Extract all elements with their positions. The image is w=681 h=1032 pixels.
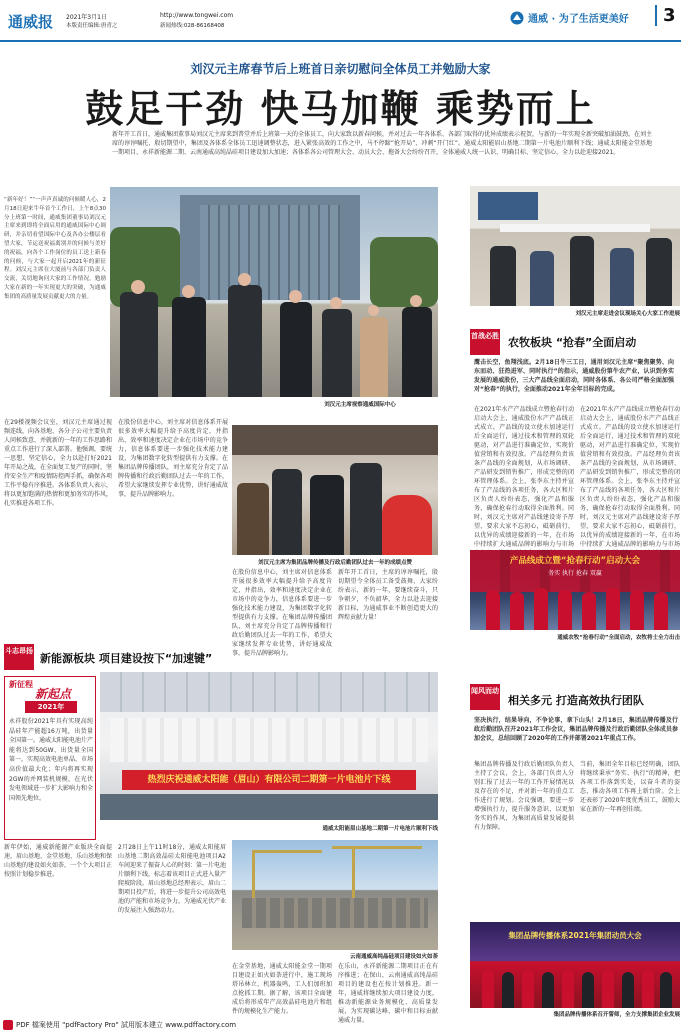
energy-photo-1-banner: 热烈庆祝通威太阳能（眉山）有限公司二期第一片电池片下线 [122,770,416,790]
admin-body-2: 当前，集团全年目标已经明确，团队将继续秉承“务实、执行”的精神，把各项工作落到实处，以奋斗者的姿态，推动各项工作再上新台阶。会上还表彰了2020年度优秀员工，鼓励大家在新的一年再创佳绩。 [580,761,680,813]
energy-body-4: 在乐山，永祥新能源二期项目正在有序推进；在保山，云南通威高纯晶硅项目的建设也在按计划推进。新一年，通威将继续加大项目建设力度，推动新能源业务规模化、高质量发展，为实现碳达峰、碳中和目标贡献通威力量。 [338,963,438,1024]
energy-photo-1-caption: 通威太阳能眉山基地二期第一片电池片顺利下线 [322,826,438,832]
energy-body-3: 在金堂基地，通威太阳能金堂一期项目建设正如火如荼进行中，施工现场塔吊林立、机器轰鸣，工人们加班加点抢抓工期。据了解，该项目全面建成后将形成年产高效晶硅电池片和组件的规模化生产能力。 [232,963,332,1015]
main-photo [110,187,438,397]
energy-photo-2 [232,840,438,950]
middle-left-body: 在29楼视频会议室，刘汉元主席通过视频连线，向各基地、各分子公司主要负责人问候致意，并就新的一年的工作思路和重点工作进行了深入部署。他强调，要统一思想、坚定信心，全力以赴打好2021年开局之战，在全面复工复产的同时，坚持安全生产和疫情防控两手抓，确保各项工作平稳有序推进。各体系负责人表示，将以更加饱满的热情和更加务实的作风，扎实推进各项工作。 [4,419,113,507]
energy-section-tag: 斗志昂扬 [4,644,34,670]
agri-section-tag: 首战必胜 [470,329,500,355]
meeting-photo-caption: 刘汉元主席为集团品牌传播及行政后勤团队过去一年的成绩点赞 [257,560,412,566]
brand-mark-icon [510,10,524,24]
energy-photo-2-caption: 云南通威高纯晶硅项目建设如火如荼 [349,954,438,960]
admin-section-title: 相关多元 打造高效执行团队 [508,694,644,707]
agri-intro: 鹰击长空，鱼翔浅底。2月18日牛三工日，通用刘汉元主席“聚焦聚势、向东而动、狂热进军、同时执行”的指示，通威股份第牛农产业，认识到务实发展的通威股份，三大产品线全面启动，同时各体系、各公司严格全面加强对“抢春”的执行，全面推动2021年全年目标的完成。 [474,359,674,393]
agri-photo-banner: 产品线成立暨“抢春行动”启动大会 [509,556,641,566]
footer-text[interactable]: PDF 檔案使用 "pdfFactory Pro" 試用版本建立 www.pdffactory.com [16,1021,237,1029]
middle-right-body-3: 新年开工首日，主席的谆谆嘱托，殷切期望令全体员工备受鼓舞，大家纷纷表示，新的一年，要继续奋斗，只争朝夕，不负韶华，全力以赴去迎接新目标，为通威事业不断创造更大的辉煌贡献力量！ [338,569,438,621]
top-right-photo [470,186,680,306]
badge-title: 新起点 [35,687,72,701]
middle-left-body-2: 在股份信息中心，刘主席对信息体系开展很多效率大幅提升给予高度肯定，并指出，效率和速度决定企业在市场中的竞争力，信息体系要进一步强化技术能力建设，为集团数字化转型提供有力支撑。在集团品牌传播团队，刘主席充分肯定了品牌传播和行政后勤团队过去一年的工作，希望大家继续发挥专业优势，讲好通威故事，提升品牌影响力。 [118,419,228,498]
lead-headline: 鼓足干劲 快马加鞭 乘势而上 [85,86,596,131]
admin-body-1: 集团品牌传播及行政后勤团队负责人主持了会议，会上，各部门负责人分别汇报了过去一年的工作开展情况以及存在的不足，并对新一年的重点工作进行了规划。会议强调，要进一步增强执行力，提升服务意识，以更加务实的作风，为集团高质量发展提供有力保障。 [474,761,574,831]
admin-photo [470,922,680,1008]
agri-photo-banner-sub: 务实 执行 抢春 双赢 [548,570,602,577]
badge-top: 新征程 [9,680,33,689]
badge-text: 永祥股份2021年具有实现高纯晶硅年产能超16万吨，出货量全国第一。通威太阳能电池片产能将达到50GW，出货量全国第一，实现高效电池单晶、市场高价值最大化；年内将再实现2GW的并网装机规模，在光伏发电领域进一步扩大影响力和全国领先地位。 [9,718,94,802]
news-hotline: 新闻热线:028-86168408 [160,23,225,29]
energy-badge [4,676,96,840]
admin-photo-banner: 集团品牌传播体系2021年集团动员大会 [508,931,642,940]
brand-slogan: 通威 · 为了生活更美好 [528,14,629,25]
lead-subtitle: 刘汉元主席春节后上班首日亲切慰问全体员工并勉励大家 [190,62,491,76]
admin-section-tag: 闻风而动 [470,684,500,710]
main-photo-sidebar-text: “新年好！”“一声声真诚的问候暖人心，2月18日迎来牛年首个工作日，上午8点30分上班第一时间，通威集团董事局刘汉元主席来到即将全面启用的通威国际中心调研，并亲切看望国际中心及各办公楼层看望大家，节运送祝福离别并的问候与美好的祝福，向各个工作岗位的员工送上新春的问候，与大家一起开启2021年的新征程。刘汉元主席在大厦前与各部门负责人交流，关切地询问大家的工作情况，勉励大家在新的一年实现更大的突破，为通威集团的高质量发展贡献更大的力量。 [4,197,106,300]
agri-section-title: 农牧板块 “抢春”全面启动 [508,336,637,349]
admin-intro: 坚决执行，结果导向，不争论事，拿下山头！2月18日，集团品牌传播及行政后勤团队召开2021年工作会议，集团品牌传播及行政后勤团队全体成员参加会议，总结回顾了2020年的工作并部署2021年重点工作。 [474,717,678,742]
masthead [0,0,681,42]
agri-body-left: 在2021年水产产品线成立暨抢春行动启动大会上，通威股份水产产品线正式成立。产品线的设立使水加速运行后全面运行，通过技术和管理的双轮驱动，对产品进行准确定位，实现价值营销和有效投放。产品经理负责该条产品线的全面规划，从市场调研、产品研发到销售推广，形成完整的闭环管理体系。会上，张李东主持并宣布了产品线的各项任务，各大区和片区负责人纷纷表态，强化产品和服务，确保抢春行动取得全面胜利。同时，刘汉元主席对产品线建设寄予厚望，要求大家不忘初心，砥砺前行，以优异的成绩迎接新的一年，在市场中持续扩大通威品牌的影响力与市场 [474,406,574,548]
energy-photo-1 [100,672,438,820]
main-photo-caption: 刘汉元主席视察通威国际中心 [324,402,396,408]
middle-left-body-3: 在股份信息中心，刘主席对信息体系开展很多效率大幅提升给予高度肯定，并指出，效率和速度决定企业在市场中的竞争力，信息体系要进一步强化技术能力建设，为集团数字化转型提供有力支撑。在集团品牌传播团队，刘主席充分肯定了品牌传播和行政后勤团队过去一年的工作，希望大家继续发挥专业优势，讲好通威故事，提升品牌影响力。 [232,569,332,657]
editor-line: 本版责任编辑:唐青之 [66,23,118,29]
lead-intro: 新年开工首日，通威集团董事局刘汉元主席来到普堂并后上班第一天的全体员工，向大家致以新春问候，并对过去一年各体系、各部门取得的优异成绩表示祝贺，与新的一年实现全新突破加油鼓劲。在刘主席的谆谆嘱托、殷切期望中，集团及各体系全体员工迅速调整状态，进入紧张高效的工作之中，马不停蹄“抢开局”、冲刺“开门红”。通威太阳能眉山基地二期第一片电池片顺利下线；通威太阳能金堂基地一期项目、永祥新能源二期、云南通威高纯晶硅项目建设加大加速；各体系各公司管理大会、动员大会、拖备大会纷纷召开，全体通威人统一认识、明确目标、坚定信心，全力以赴迎接2021。 [112,131,653,156]
admin-photo-caption: 集团品牌传播体系召开誓师，全力支撑集团企业发展 [553,1012,680,1018]
agri-photo-caption: 通威农牧“抢春行动”全面启动，农牧将士全力出击 [557,635,680,641]
meeting-photo [232,425,438,555]
page-number: 3 [655,5,676,26]
issue-date: 2021年3月1日 [66,14,107,21]
energy-section-title: 新能源板块 项目建设按下“加速键” [40,652,213,665]
newspaper-logo: 通威报 [8,13,54,31]
badge-year: 2021年 [25,701,77,713]
agri-body-right: 在2021年水产产品线成立暨抢春行动启动大会上，通威股份水产产品线正式成立。产品线的设立使水加速运行后全面运行，通过技术和管理的双轮驱动，对产品进行准确定位，实现价值营销和有效投放。产品经理负责该条产品线的全面规划，从市场调研、产品研发到销售推广，形成完整的闭环管理体系。会上，张李东主持并宣布了产品线的各项任务，各大区和片区负责人纷纷表态，强化产品和服务，确保抢春行动取得全面胜利。同时，刘汉元主席对产品线建设寄予厚望，要求大家不忘初心，砥砺前行，以优异的成绩迎接新的一年，在市场中持续扩大通威品牌的影响力与市场 [580,406,680,548]
website-url[interactable]: http://www.tongwei.com [160,12,234,19]
energy-body-2: 2月28日上午11时18分，通威太阳能眉山基地二期高效晶硅太阳能电池项目A2车间迎来了振奋人心的时刻：第一片电池片顺利下线，标志着该项目正式进入量产爬坡阶段。眉山基地总经理表示，眉山二期项目投产后，将进一步提升公司高效电池的产能和市场竞争力，为通威光伏产业的发展注入强劲动力。 [118,844,227,914]
energy-body-1: 新年伊始，通威新能源产业版块全面提速，眉山基地、金堂基地、乐山基地和保山基地的建设如火如荼，一个个大项目正按照计划稳步推进。 [4,844,113,878]
top-right-photo-caption: 刘汉元主席走进会议现场关心大家工作进展 [575,311,680,317]
pdf-icon [3,1020,13,1030]
agri-photo [470,550,680,630]
footer [0,1018,681,1032]
